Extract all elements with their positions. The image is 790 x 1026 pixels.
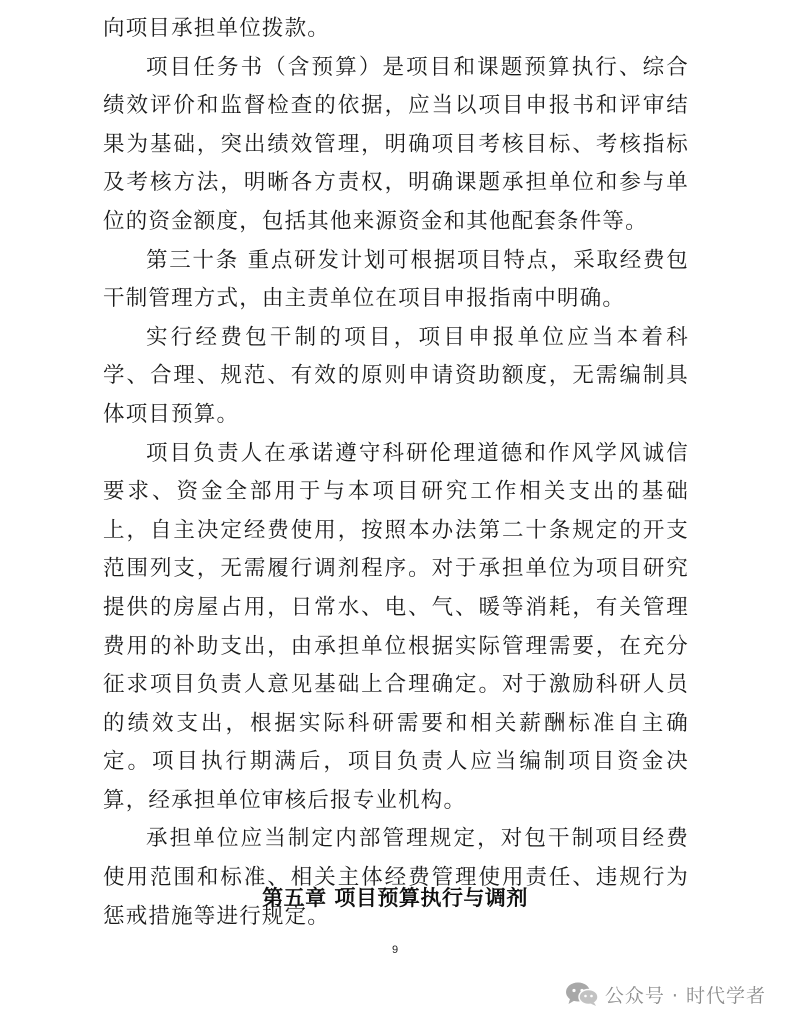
wechat-icon <box>565 981 599 1007</box>
chapter-title: 第五章 项目预算执行与调剂 <box>262 886 528 910</box>
paragraph: 第三十条 重点研发计划可根据项目特点，采取经费包干制管理方式，由主责单位在项目申报指南中明确。 <box>103 247 689 312</box>
watermark-text: 公众号 · 时代学者 <box>604 984 766 1007</box>
paragraph: 向项目承担单位拨款。 <box>103 16 331 41</box>
paragraph: 项目负责人在承诺遵守科研伦理道德和作风学风诚信要求、资金全部用于与本项目研究工作相关支出的基础上，自主决定经费使用，按照本办法第二十条规定的开支范围列支，无需履行调剂程序。对于承担单位为项目研究提供的房屋占用，日常水、电、气、暖等消耗，有关管理费用的补助支出，由承担单位根据实际管理需要，在充分征求项目负责人意见基础上合理确定。对于激励科研人员的绩效支出，根据实际科研需要和相关薪酬标准自主确定。项目执行期满后，项目负责人应当编制项目资金决算，经承担单位审核后报专业机构。 <box>103 440 689 813</box>
paragraph: 实行经费包干制的项目，项目申报单位应当本着科学、合理、规范、有效的原则申请资助额度，无需编制具体项目预算。 <box>103 324 689 427</box>
watermark <box>565 980 766 1008</box>
paragraph: 项目任务书（含预算）是项目和课题预算执行、综合绩效评价和监督检查的依据，应当以项目申报书和评审结果为基础，突出绩效管理，明确项目考核目标、考核指标及考核方法，明晰各方责权，明确课题承担单位和参与单位的资金额度，包括其他来源资金和其他配套条件等。 <box>103 54 689 234</box>
page-number: 9 <box>391 944 399 956</box>
body-text <box>103 10 689 936</box>
paragraph: 承担单位应当制定内部管理规定，对包干制项目经费使用范围和标准、相关主体经费管理使用责任、违规行为惩戒措施等进行规定。 <box>103 826 689 929</box>
